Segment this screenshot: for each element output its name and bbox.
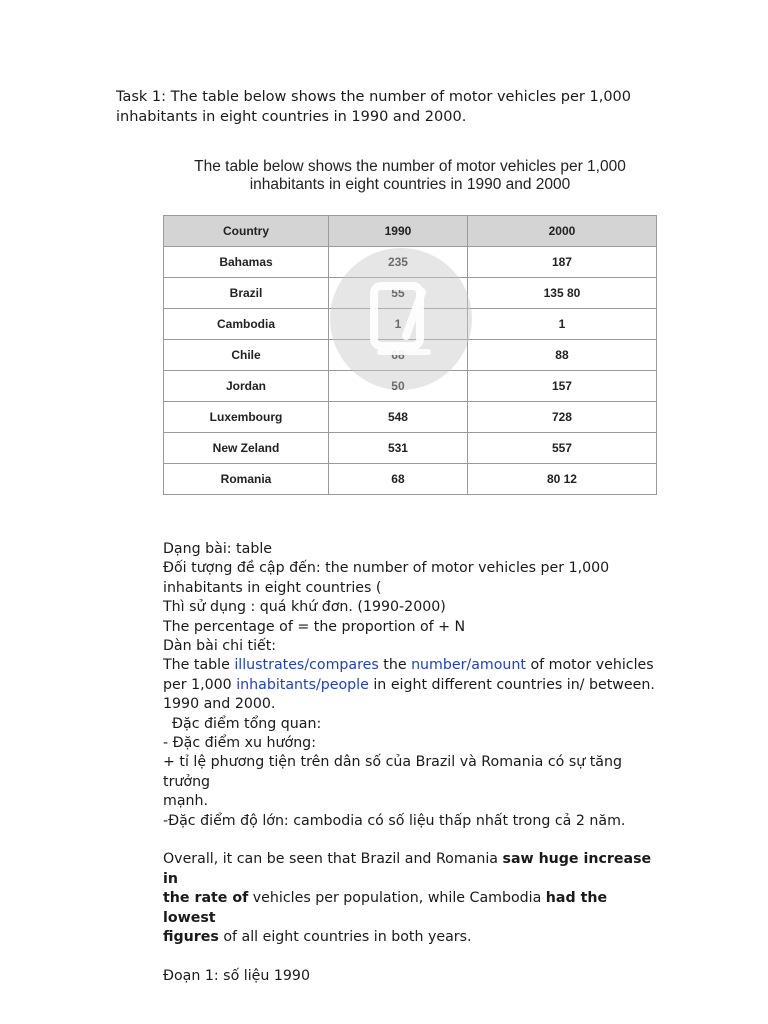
note-line: mạnh. <box>163 793 209 810</box>
cell-2000: 728 <box>467 402 656 433</box>
bold-run: saw huge increase in <box>163 851 652 887</box>
cell-2000: 557 <box>467 433 656 464</box>
bold-run: the rate of <box>163 890 249 907</box>
task-line: Task 1: The table below shows the number of motor vehicles per 1,000 <box>116 89 631 105</box>
cell-country: Brazil <box>164 278 329 309</box>
cell-1990: 1 <box>329 309 468 340</box>
bold-run: figures <box>163 929 219 946</box>
table-row <box>164 278 657 309</box>
cell-1990: 531 <box>329 433 468 464</box>
cell-country: Cambodia <box>164 309 329 340</box>
figure-title <box>160 158 660 194</box>
bold-run: had the lowest <box>163 890 608 926</box>
vehicles-table <box>163 215 657 495</box>
note-line: Dàn bài chi tiết: <box>163 638 277 655</box>
table-row <box>164 371 657 402</box>
text-run: of all eight countries in both years. <box>218 929 472 946</box>
intro-paragraph <box>163 656 663 675</box>
table-row <box>164 247 657 278</box>
table-header-row <box>164 216 657 247</box>
table-row <box>164 340 657 371</box>
cell-1990: 548 <box>329 402 468 433</box>
table-row <box>164 433 657 464</box>
highlight-run: inhabitants/people <box>236 676 369 693</box>
cell-country: Chile <box>164 340 329 371</box>
cell-country: New Zeland <box>164 433 329 464</box>
cell-1990: 55 <box>329 278 468 309</box>
text-run: The table <box>163 657 235 674</box>
cell-country: Bahamas <box>164 247 329 278</box>
note-line: Đặc điểm tổng quan: <box>163 715 322 732</box>
header-country: Country <box>164 216 329 247</box>
note-line: Đoạn 1: số liệu 1990 <box>163 967 310 984</box>
highlight-run: number/amount <box>411 657 526 674</box>
cell-2000: 157 <box>467 371 656 402</box>
analysis-notes <box>163 540 663 986</box>
task-prompt <box>116 88 676 127</box>
note-line: -Đặc điểm độ lớn: cambodia có số liệu thấp nhất trong cả 2 năm. <box>163 812 626 829</box>
note-line: Đối tượng đề cập đến: the number of motor vehicles per 1,000 <box>163 560 610 577</box>
cell-2000: 187 <box>467 247 656 278</box>
text-run: per 1,000 <box>163 676 237 693</box>
table-row <box>164 402 657 433</box>
header-1990: 1990 <box>329 216 468 247</box>
note-line: The percentage of = the proportion of + N <box>163 618 466 635</box>
table-row <box>164 309 657 340</box>
header-2000: 2000 <box>467 216 656 247</box>
cell-1990: 50 <box>329 371 468 402</box>
cell-2000: 80 12 <box>467 464 656 495</box>
overall-paragraph <box>163 850 663 889</box>
overall-paragraph <box>163 928 663 947</box>
text-run: in eight different countries in/ between. <box>368 676 655 693</box>
task-line: inhabitants in eight countries in 1990 and 2000. <box>116 108 467 125</box>
text-run: vehicles per population, while Cambodia <box>248 890 546 907</box>
text-run: of motor vehicles <box>525 657 654 674</box>
cell-1990: 68 <box>329 340 468 371</box>
cell-2000: 88 <box>467 340 656 371</box>
overall-paragraph <box>163 889 663 928</box>
cell-2000: 1 <box>467 309 656 340</box>
cell-2000: 135 80 <box>467 278 656 309</box>
note-line: - Đặc điểm xu hướng: <box>163 735 316 752</box>
note-line: Thì sử dụng : quá khứ đơn. (1990-2000) <box>163 599 446 616</box>
text-run: Overall, it can be seen that Brazil and Romania <box>163 851 503 868</box>
note-line: + tỉ lệ phương tiện trên dân số của Brazil và Romania có sự tăng trưởng <box>163 754 622 790</box>
cell-country: Jordan <box>164 371 329 402</box>
cell-country: Romania <box>164 464 329 495</box>
table-row <box>164 464 657 495</box>
cell-1990: 235 <box>329 247 468 278</box>
cell-country: Luxembourg <box>164 402 329 433</box>
intro-paragraph <box>163 676 663 695</box>
text-run: the <box>378 657 412 674</box>
table-figure <box>160 158 660 486</box>
intro-paragraph: 1990 and 2000. <box>163 696 276 713</box>
figure-title-line: inhabitants in eight countries in 1990 and 2000 <box>249 176 571 193</box>
note-line: inhabitants in eight countries ( <box>163 579 382 596</box>
cell-1990: 68 <box>329 464 468 495</box>
highlight-run: illustrates/compares <box>234 657 379 674</box>
note-line: Dạng bài: table <box>163 541 272 557</box>
figure-title-line: The table below shows the number of motor vehicles per 1,000 <box>194 158 626 175</box>
